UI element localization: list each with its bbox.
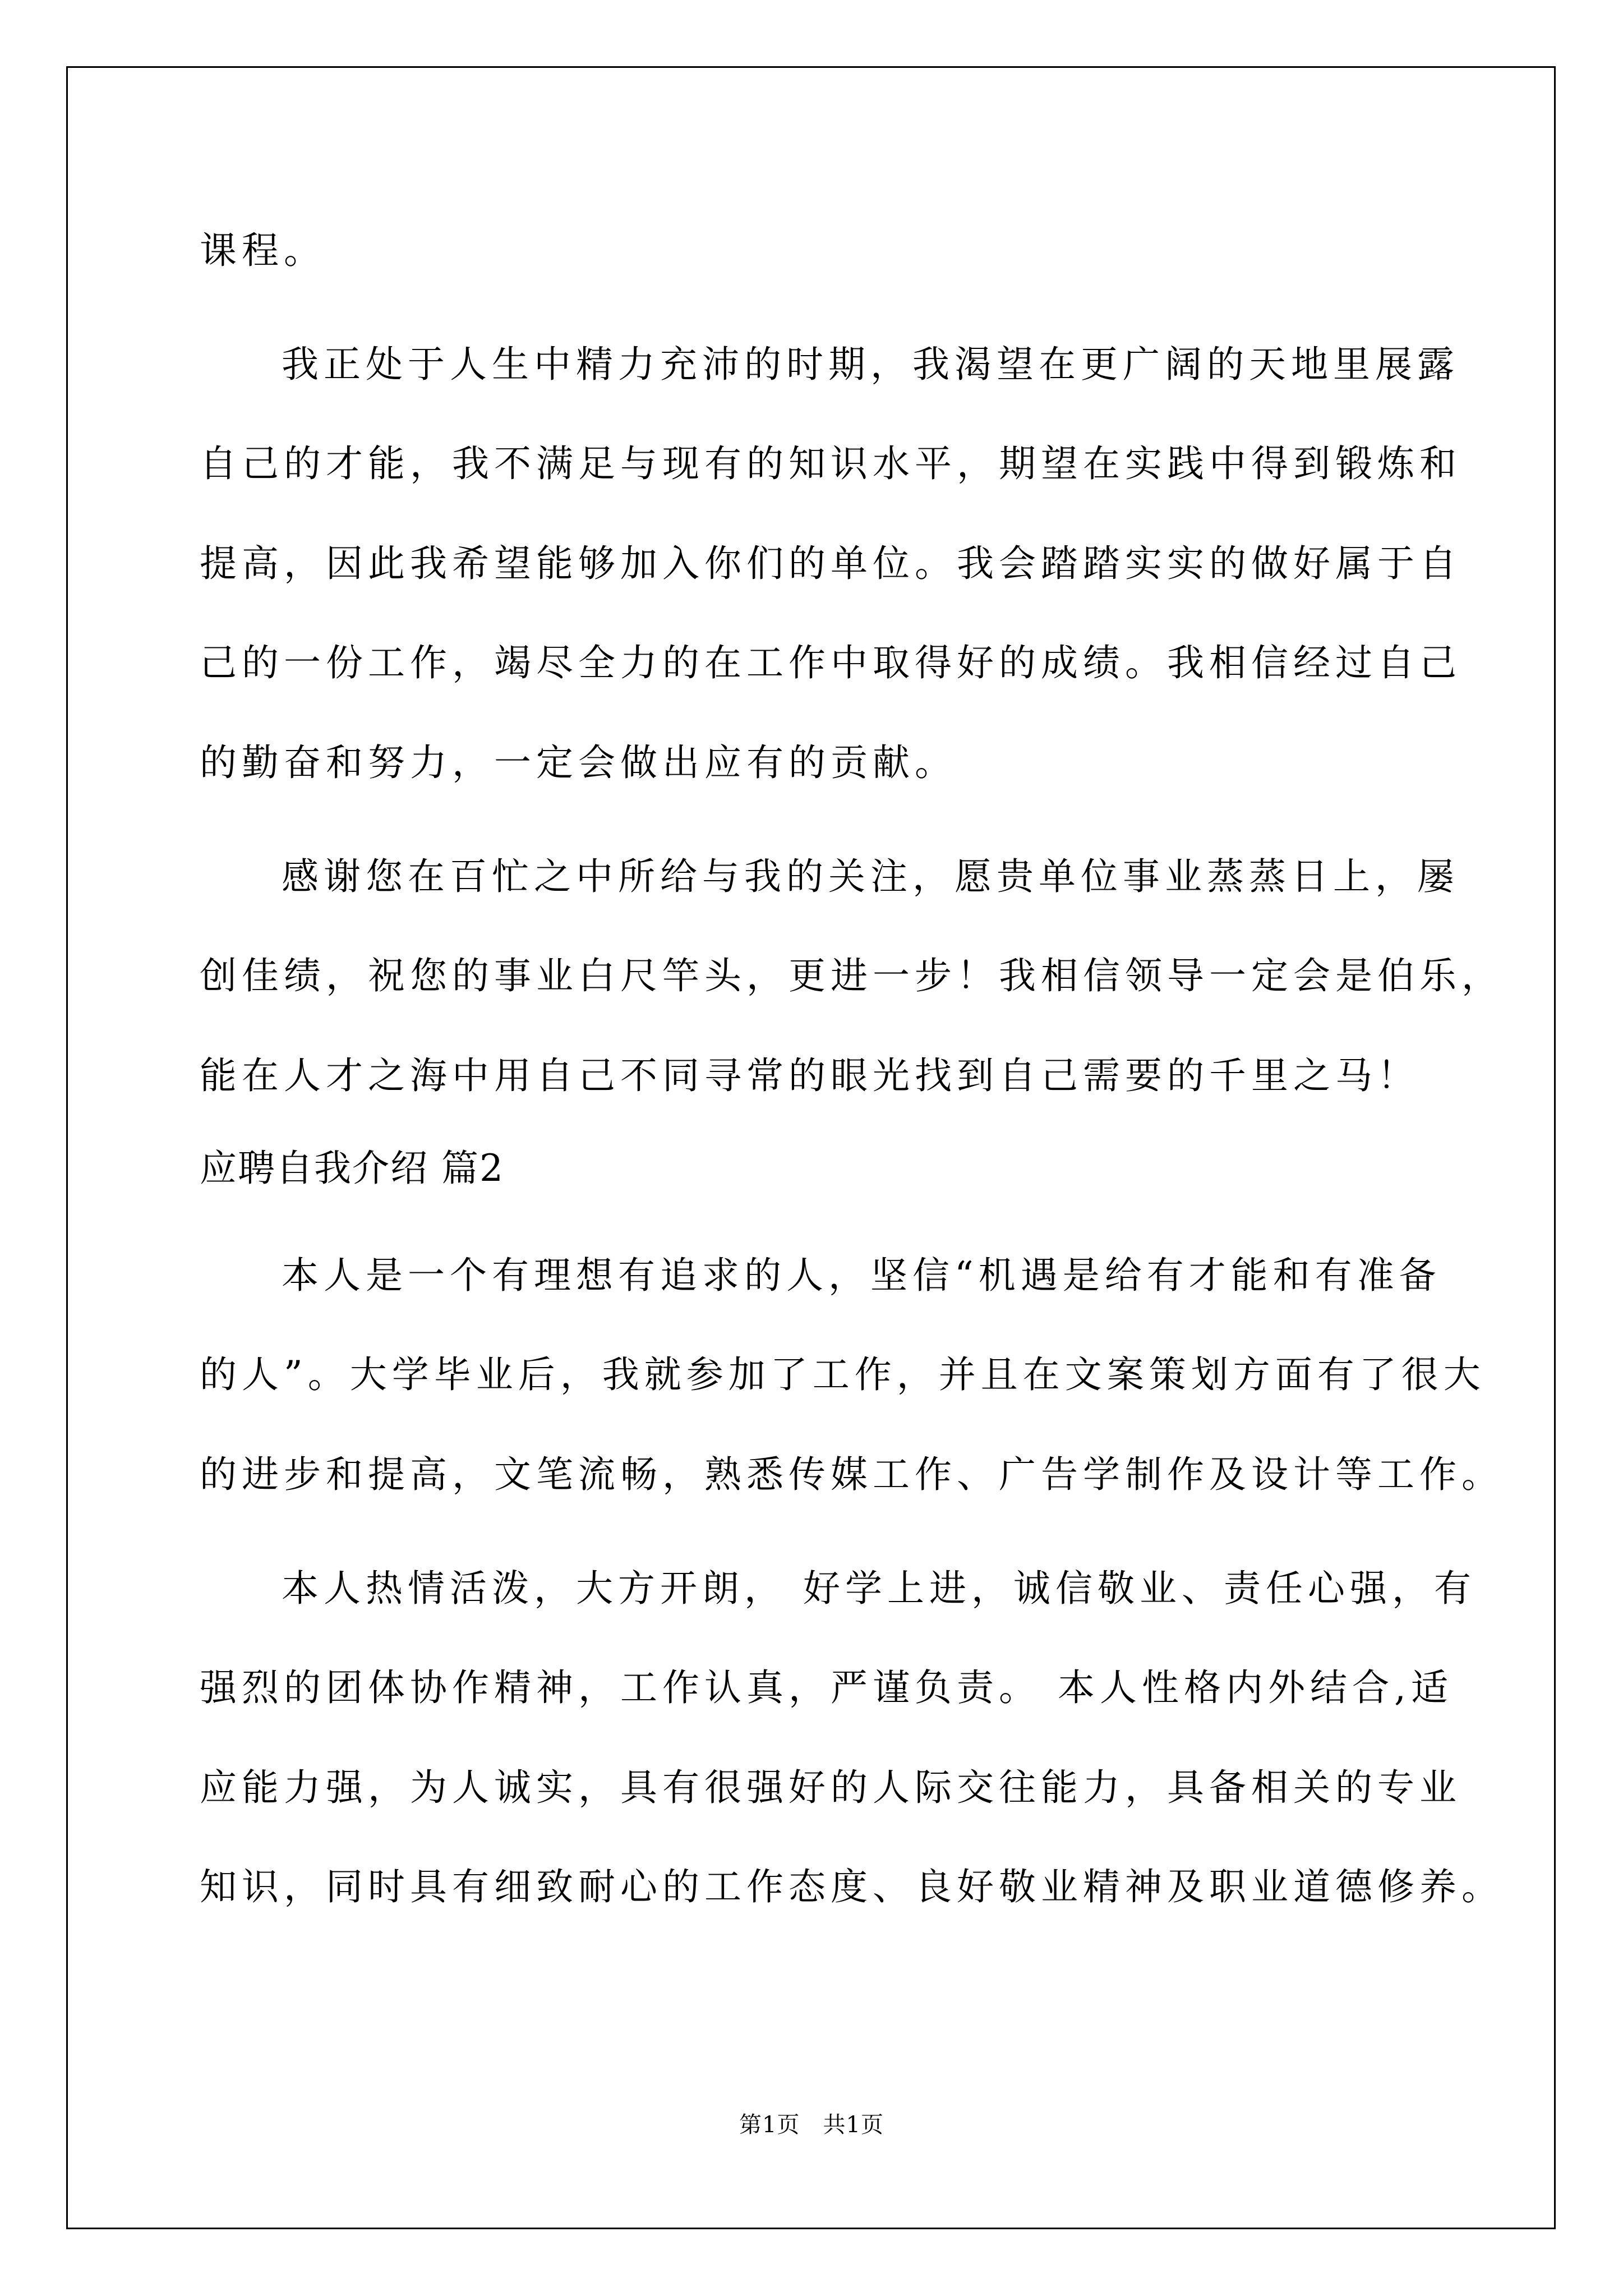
paragraph-line: 感谢您在百忙之中所给与我的关注，愿贵单位事业蒸蒸日上，屡 [282,855,1459,898]
paragraph-line: 能在人才之海中用自己不同寻常的眼光找到自己需要的千里之马！ [200,1054,1419,1097]
paragraph-line: 己的一份工作，竭尽全力的在工作中取得好的成绩。我相信经过自己 [200,641,1461,684]
paragraph-line: 自己的才能，我不满足与现有的知识水平，期望在实践中得到锻炼和 [200,442,1461,485]
paragraph-line: 应能力强，为人诚实，具有很强好的人际交往能力，具备相关的专业 [200,1766,1461,1809]
paragraph-line: 本人是一个有理想有追求的人，坚信“机遇是给有才能和有准备 [282,1254,1441,1297]
paragraph-line: 的进步和提高，文笔流畅，熟悉传媒工作、广告学制作及设计等工作。 [200,1453,1504,1496]
paragraph-line: 本人热情活泼，大方开朗， 好学上进，诚信敬业、责任心强，有 [282,1567,1476,1610]
paragraph-line: 强烈的团体协作精神，工作认真，严谨负责。 本人性格内外结合,适 [200,1666,1453,1709]
paragraph-line: 的勤奋和努力，一定会做出应有的贡献。 [200,741,957,784]
paragraph-line: 提高，因此我希望能够加入你们的单位。我会踏踏实实的做好属于自 [200,542,1461,585]
page-footer: 第1页 共1页 [739,2112,884,2138]
section-heading: 应聘自我介绍 篇2 [200,1147,504,1190]
paragraph-line: 课程。 [200,229,326,272]
paragraph-line: 知识，同时具有细致耐心的工作态度、良好敬业精神及职业道德修养。 [200,1865,1504,1908]
paragraph-line: 我正处于人生中精力充沛的时期，我渴望在更广阔的天地里展露 [282,343,1459,386]
paragraph-line: 的人”。大学毕业后，我就参加了工作，并且在文案策划方面有了很大 [200,1353,1486,1396]
paragraph-line: 创佳绩，祝您的事业白尺竿头，更进一步！我相信领导一定会是伯乐， [200,954,1504,997]
